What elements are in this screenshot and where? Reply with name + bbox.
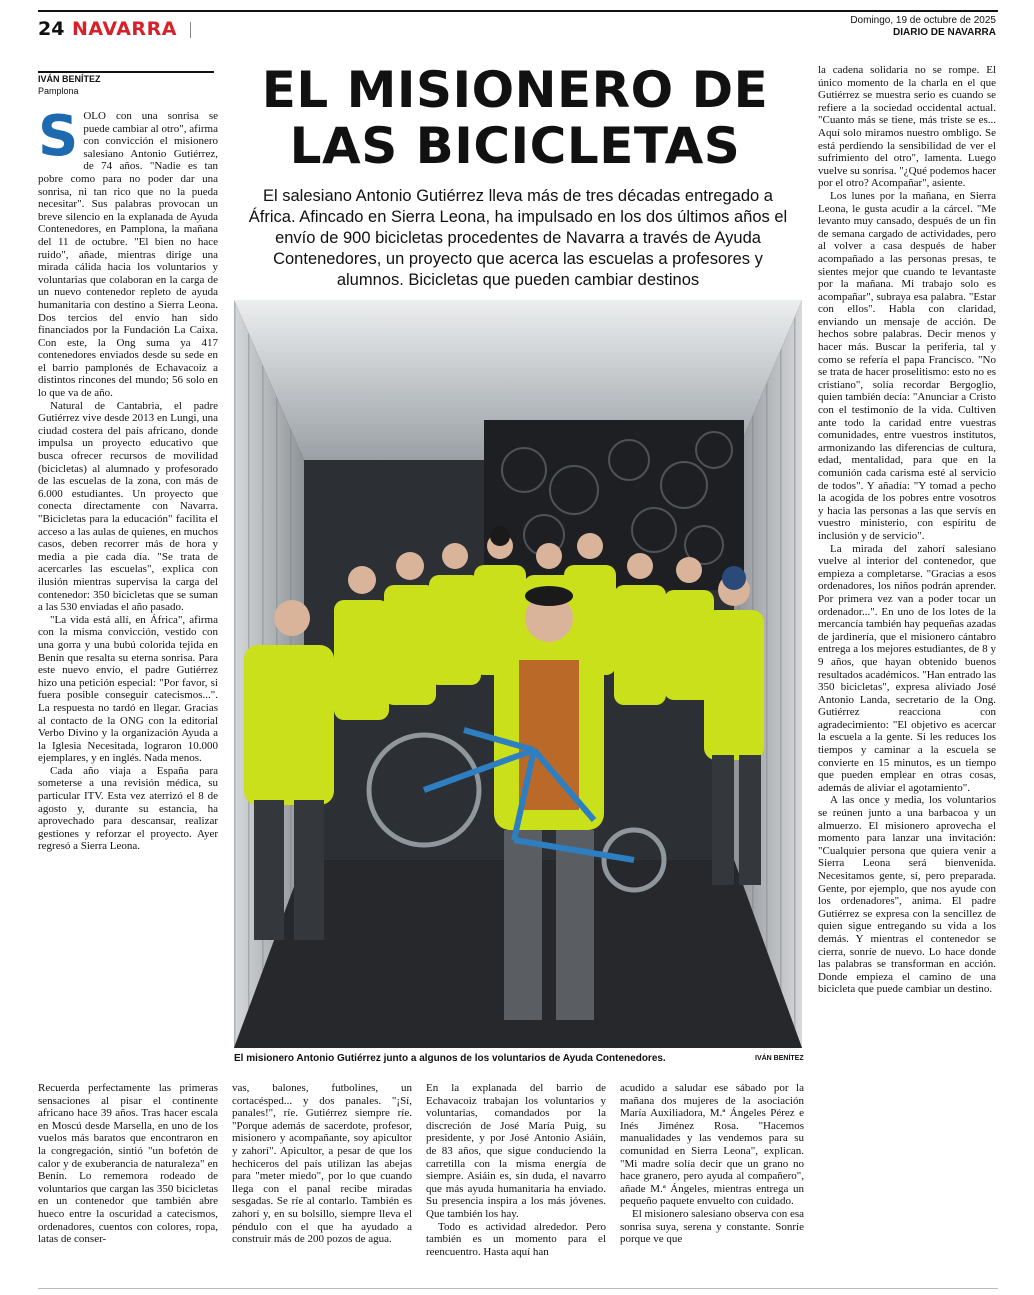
article-column-right — [818, 64, 996, 996]
paragraph-text: con una sonrisa se puede cambiar al otro", afirma con convicción el misionero salesiano Antonio Gutiérrez, de 74 años. "Nadie es tan pobre como para no poder dar una sonrisa, ni tan rico que no la pueda necesitar". Sus palabras provocan un breve silencio en la explanada de Ayuda Contenedores, en Pamplona, la mañana del 11 de octubre. "El bien no hace ruido", añade, mientras dirige una mirada cálida hacia los voluntarios y voluntarias que colaboran en la carga de un nuevo contenedor repleto de ayuda humanitaria con destino a Sierra Leona. Dos tercios del envío han sido financiados por la Fundación La Caixa. Con este, la Ong suma ya 417 contenedores enviados desde su sede en el barrio pamplonés de Echavacoiz a distintos rincones del mundo; 56 solo en lo que va de año. — [38, 110, 218, 400]
page-number: 24 — [38, 18, 65, 40]
byline-author: IVÁN BENÍTEZ — [38, 74, 101, 84]
section-name: NAVARRA — [72, 18, 177, 40]
article-paragraph: En la explanada del barrio de Echavacoiz trabajan los voluntarios y voluntarias, comandados por la discreción de José María Puig, su presidente, y por José Antonio Asiáin, de 83 años, que sigue conduciendo la carretilla con la misma energía de siempre. Asiáin es, sin duda, el navarro que más ayuda humanitaria ha enviado. Su presencia inspira a los más jóvenes. Que también los hay. — [426, 1082, 606, 1220]
photo-caption: El misionero Antonio Gutiérrez junto a algunos de los voluntarios de Ayuda Contenedores. — [234, 1053, 666, 1064]
headline — [230, 62, 800, 174]
byline-rule — [38, 71, 214, 73]
article-column-bottom-2 — [232, 1082, 412, 1246]
issue-date: Domingo, 19 de octubre de 2025 — [850, 15, 996, 26]
top-rule — [38, 10, 998, 12]
newspaper-name: DIARIO DE NAVARRA — [893, 27, 996, 38]
article-paragraph: Los lunes por la mañana, en Sierra Leona, le gusta acudir a la cárcel. "Me levanto muy cansado, después de un fin de semana cargado de actividades, pero al volver a casa después de haber acompañado a las personas presas, te sientes mejor que cuando te levantaste por la mañana. Mi trabajo solo es acompañar", subraya esa palabra. "Estar con ellos". Habla con claridad, enviando un mensaje de acción. De hechos sobre palabras. Decir menos y hacer más. Buscar la periferia, tal y como se refería el papa Francisco. "No se trata de hacer proselitismo: esto no es cristiano", solía recordar Bergoglio, quien también decía: "Anunciar a Cristo con el testimonio de la vida. Cultiven ante todo la caridad entre vuestras comunidades, entre vuestros institutos, armonizando las diferencias de cultura, edad, mentalidad, para que en la comunión cada carisma esté al servicio de todos". Y añadía: "Y tomad a pecho la acogida de los pobres entre vosotros y hacia las personas a las que servís en vuestro ministerio, con espíritu de inclusión y de servicio". — [818, 189, 996, 542]
lead-in: OLO — [83, 110, 106, 122]
article-column-left — [38, 104, 218, 853]
article-paragraph: Natural de Cantabria, el padre Gutiérrez vive desde 2013 en Lungi, una ciudad costera del país africano, donde impulsa un proyecto educativo que busca ofrecer recursos de movilidad (bicicletas) al alumnado y profesorado de las escuelas de la zona, con más de 6.000 estudiantes. Un proyecto que conecta directamente con Navarra. "Bicicletas para la educación" facilita el acceso a las aulas de quienes, en muchos casos, deben recorrer más de hora y media a pie cada día. "Se trata de acercarles las escuelas", explica con ilusión mientras supervisa la carga del contenedor: 350 bicicletas que se suman a las 530 enviadas el año pasado. — [38, 399, 218, 614]
byline-place: Pamplona — [38, 86, 79, 96]
article-column-bottom-4 — [620, 1082, 804, 1246]
article-paragraph — [38, 104, 218, 400]
subheadline: El salesiano Antonio Gutiérrez lleva más de tres décadas entregado a África. Afincado en Sierra Leona, ha impulsado en los dos últimos años el envío de 900 bicicletas procedentes de Navarra a través de Ayuda Contenedores, un proyecto que acerca las escuelas a profesores y alumnos. Bicicletas que pueden cambiar destinos — [248, 187, 788, 289]
drop-cap: S — [38, 104, 79, 169]
bottom-rule — [38, 1288, 998, 1289]
headline-line-1: EL MISIONERO DE — [261, 61, 769, 119]
article-paragraph: acudido a saludar ese sábado por la mañana dos mujeres de la asociación María Auxiliadora, M.ª Ángeles Pérez e Inés Jiménez Rosa. "Hacemos manualidades y las vendemos para su comunidad en Sierra Leona", explican. "Mi madre solía decir que un grano no hace granero, pero ayuda al compañero", añade M.ª Ángeles, mientras entrega un pequeño paquete envuelto con cuidado. — [620, 1082, 804, 1208]
photo-credit: IVÁN BENÍTEZ — [755, 1055, 804, 1062]
article-paragraph: Cada año viaja a España para someterse a una revisión médica, su particular ITV. Esta vez aterrizó el 8 de agosto y, durante su estancia, ha aprovechado para descansar, realizar gestiones y reforzar el proyecto. Ayer regresó a Sierra Leona. — [38, 764, 218, 853]
photo-illustration — [234, 300, 802, 1048]
article-paragraph: El misionero salesiano observa con esa sonrisa suya, serena y constante. Sonríe porque ve que — [620, 1207, 804, 1246]
headline-line-2: LAS BICICLETAS — [289, 117, 741, 175]
article-paragraph: vas, balones, futbolines, un cortacésped... y dos panales. "¡Sí, panales!", ríe. Gutiérrez siempre ríe. "Porque además de sacerdote, profesor, misionero y acompañante, soy apicultor y zahorí". Apicultor, a pesar de que los hechiceros del país utilizan las abejas para "meter miedo", por lo que cuando llega con el panal recibe miradas sesgadas. Se ríe al contarlo. También es zahorí y, en su bolsillo, siempre lleva el péndulo con el que ha ayudado a construir más de 200 pozos de agua. — [232, 1082, 412, 1246]
header-right — [850, 15, 996, 39]
main-photo — [234, 300, 802, 1048]
article-paragraph: "La vida está allí, en África", afirma con la misma convicción, vestido con una gorra y una bubú colorida tejida en Benín que resalta su eterna sonrisa. Para este nuevo envío, el padre Gutiérrez hizo una petición especial: "Por favor, si fuera posible conseguir catecismos...". La respuesta no tardó en llegar. Gracias al contacto de la ONG con la editorial Verbo Divino y la organización Ayuda a la Iglesia Necesitada, lograron 10.000 ejemplares, y en inglés. Nada menos. — [38, 613, 218, 765]
article-paragraph: A las once y media, los voluntarios se reúnen junto a una barbacoa y un almuerzo. El misionero aprovecha el momento para lanzar una invitación: "Cualquier persona que quiera venir a Sierra Leona será bienvenida. Necesitamos gente, sí, pero preparada. Gente, por ejemplo, que nos ayude con los ordenadores", anima. El padre Gutiérrez se expresa con la sencillez de quien sigue entregando su vida a los demás. Y mientras el contenedor se cierra, sonríe de nuevo. Lo hace donde las palabras se transforman en acción. Donde empieza el camino de una bicicleta que puede cambiar un destino. — [818, 794, 996, 996]
article-paragraph: Todo es actividad alrededor. Pero también es un momento para el reencuentro. Hasta aquí han — [426, 1220, 606, 1258]
article-column-bottom-1 — [38, 1082, 218, 1246]
header-separator — [190, 22, 191, 38]
article-column-bottom-3 — [426, 1082, 606, 1258]
article-paragraph: La mirada del zahorí salesiano vuelve al interior del contenedor, que empieza a completarse. "Gracias a esos ordenadores, los niños podrán aprender. Por primera vez van a poder tocar un ordenador...". En uno de los lotes de la mercancía también hay pequeñas azadas de jardinería, que el misionero cántabro entrega a los mejores estudiantes, de 8 y 9 años, que hayan obtenido buenos resultados académicos. "Han entrado las 350 bicicletas", expresa aliviado José Antonio Landa, secretario de la Ong. Gutiérrez reacciona con agradecimiento: "El objetivo es acercar la escuela a la gente. Si les reduces los tiempos y caminar a la escuela se convierte en 15 minutos, es un tiempo que pueden emplear en otras cosas, además de aliviar el agotamiento". — [818, 542, 996, 794]
article-paragraph: la cadena solidaria no se rompe. El único momento de la charla en el que Gutiérrez se muestra serio es cuando se refiere a la sociedad occidental actual. "Cuanto más se tiene, más triste se es... Aquí solo miramos nuestro ombligo. Se está perdiendo la sensibilidad de ver el sufrimiento del otro", lamenta. Luego vuelve su sonrisa. "¿Qué podemos hacer por el otro? Acompañar", asiente. — [818, 64, 996, 190]
article-paragraph: Recuerda perfectamente las primeras sensaciones al pisar el continente africano hace 39 años. Tras hacer escala en Moscú desde Marsella, en uno de los vuelos más baratos que encontraron en la congregación, sintió "un bofetón de calor y de exuberancia de naturaleza" en Benín. Lo rememora rodeado de voluntarios que cargan las 350 bicicletas en un contenedor que también abre hueco entre la oscuridad a catecismos, ordenadores, cuentos con colores, ropa, latas de conser- — [38, 1082, 218, 1246]
